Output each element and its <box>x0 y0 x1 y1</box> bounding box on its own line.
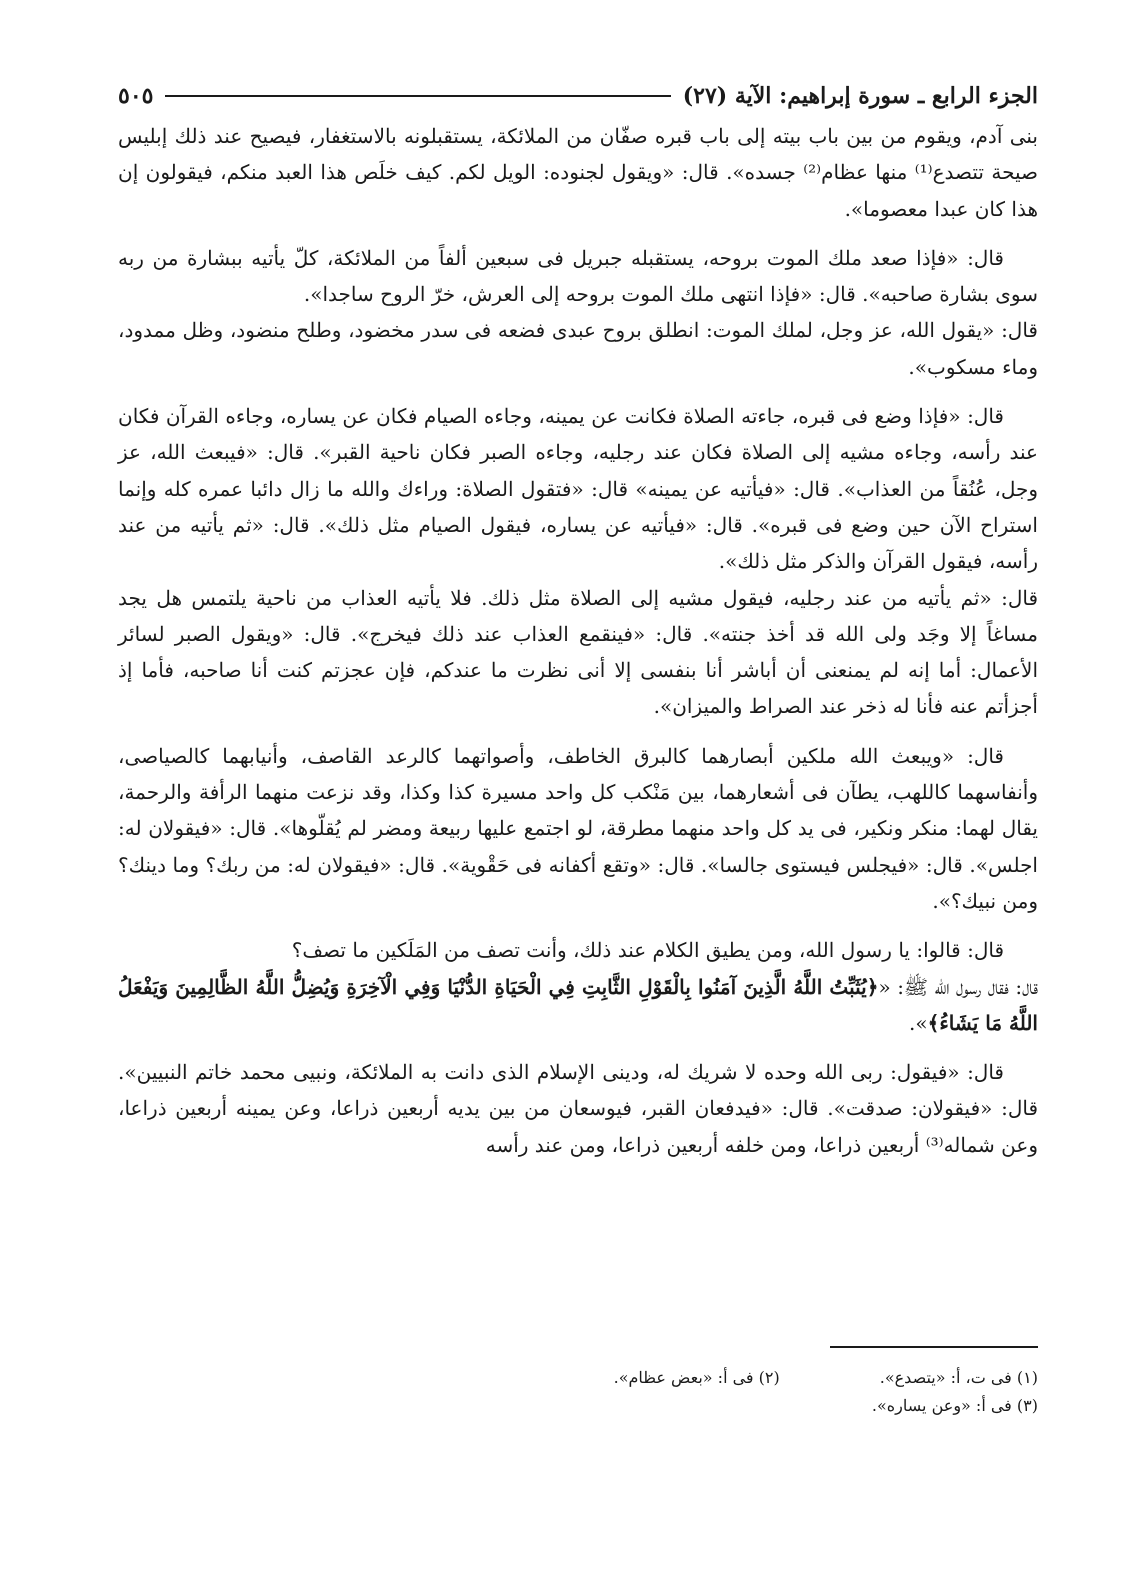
footnote-3: (٣) فى أ: «وعن يساره». <box>871 1396 1038 1415</box>
paragraph-7: قال: قالوا: يا رسول الله، ومن يطيق الكلام عند ذلك، وأنت تصف من المَلَكين ما تصف؟ <box>291 938 1004 963</box>
footnote-2: (٢) فى أ: «بعض عظام». <box>613 1368 780 1387</box>
paragraph-1: بنى آدم، ويقوم من بين باب بيته إلى باب قبره صفّان من الملائكة، يستقبلونه بالاستغفار، فيصيح عند ذلك إبليس صيحة تتصدع⁽¹⁾ منها عظام⁽²⁾ جسده». قال: «ويقول لجنوده: الويل لكم. كيف خلَص هذا العبد منكم، فيقولون إن هذا كان عبدا معصوما». <box>118 124 1039 221</box>
footnote-separator <box>830 1346 1038 1348</box>
footnotes <box>118 1364 1038 1420</box>
footnote-row-1 <box>118 1364 1038 1392</box>
paragraph-2: قال: «فإذا صعد ملك الموت بروحه، يستقبله جبريل فى سبعين ألفاً من الملائكة، كلّ يأتيه ببشارة من ربه سوى بشارة صاحبه». قال: «فإذا انتهى ملك الموت بروحه إلى العرش، خرّ الروح ساجدا». <box>118 245 1038 307</box>
citation-intro: قال: فقال رسول الله ﷺ: « <box>878 974 1039 999</box>
paragraph-3: قال: «يقول الله، عز وجل، لملك الموت: انطلق بروح عبدى فضعه فى سدر مخضود، وطلح منضود، وظل ممدود، وماء مسكوب». <box>118 318 1038 379</box>
quran-verse: ﴿يُثَبِّتُ اللَّهُ الَّذِينَ آمَنُوا بِالْقَوْلِ الثَّابِتِ فِي الْحَيَاةِ الدُّنْيَا وَفِي الْآخِرَةِ وَيُضِلُّ اللَّهُ الظَّالِمِينَ وَيَفْعَلُ اللَّهُ مَا يَشَاءُ﴾ <box>118 974 1038 1035</box>
paragraph-6: قال: «ويبعث الله ملكين أبصارهما كالبرق الخاطف، وأصواتهما كالرعد القاصف، وأنيابهما كالصياصى، وأنفاسهما كاللهب، يطآن فى أشعارهما، بين مَنْكب كل واحد مسيرة كذا وكذا، وقد نزعت منهما الرأفة والرحمة، يقال لهما: منكر ونكير، فى يد كل واحد منهما مطرقة، لو اجتمع عليها ربيعة ومضر لم يُقلّوها». قال: «فيقولان له: اجلس». قال: «فيجلس فيستوى جالسا». قال: «وتقع أكفانه فى حَقْوية». قال: «فيقولان له: من ربك؟ وما دينك؟ ومن نبيك؟». <box>118 743 1038 913</box>
paragraph-8-quran-citation <box>118 969 1038 1042</box>
paragraph-4: قال: «فإذا وضع فى قبره، جاءته الصلاة فكانت عن يمينه، وجاءه الصيام فكان عن يساره، وجاءه القرآن فكان عند رأسه، وجاءه مشيه إلى الصلاة فكان عند رجليه، وجاءه الصبر فكان ناحية القبر». قال: «فيبعث الله، عز وجل، عُنُقاً من العذاب». قال: «فيأتيه عن يمينه» قال: «فتقول الصلاة: وراءك والله ما زال دائبا عمره كله وإنما استراح الآن حين وضع فى قبره». قال: «فيأتيه عن يساره، فيقول الصيام مثل ذلك». قال: «ثم يأتيه من عند رأسه، فيقول القرآن والذكر مثل ذلك». <box>118 404 1038 574</box>
citation-close: ». <box>909 1010 928 1035</box>
paragraph-5: قال: «ثم يأتيه من عند رجليه، فيقول مشيه إلى الصلاة مثل ذلك. فلا يأتيه العذاب من ناحية يلتمس هل يجد مساغاً إلا وجَد ولى الله قد أخذ جنته». قال: «فينقمع العذاب عند ذلك فيخرج». قال: «ويقول الصبر لسائر الأعمال: أما إنه لم يمنعنى أن أباشر أنا بنفسى إلا أنى نظرت ما عندكم، فإن عجزتم كنت أنا صاحبه، فأما إذ أجزأتم عنه فأنا له ذخر عند الصراط والميزان». <box>118 585 1038 719</box>
running-title: الجزء الرابع ـ سورة إبراهيم: الآية (٢٧) <box>682 83 1038 109</box>
page-header <box>118 76 1038 116</box>
footnote-1: (١) فى ت، أ: «يتصدع». <box>879 1368 1038 1387</box>
footnote-row-2 <box>118 1392 1038 1420</box>
page-number: ٥٠٥ <box>118 83 154 109</box>
header-rule <box>165 95 670 97</box>
paragraph-9: قال: «فيقول: ربى الله وحده لا شريك له، ودينى الإسلام الذى دانت به الملائكة، ونبيى محمد خاتم النبيين». قال: «فيقولان: صدقت». قال: «فيدفعان القبر، فيوسعان من بين يديه أربعين ذراعا، وعن يمينه أربعين ذراعا، وعن شماله⁽³⁾ أربعين ذراعا، ومن خلفه أربعين ذراعا، ومن عند رأسه <box>118 1060 1038 1157</box>
body-text <box>118 118 1038 1163</box>
